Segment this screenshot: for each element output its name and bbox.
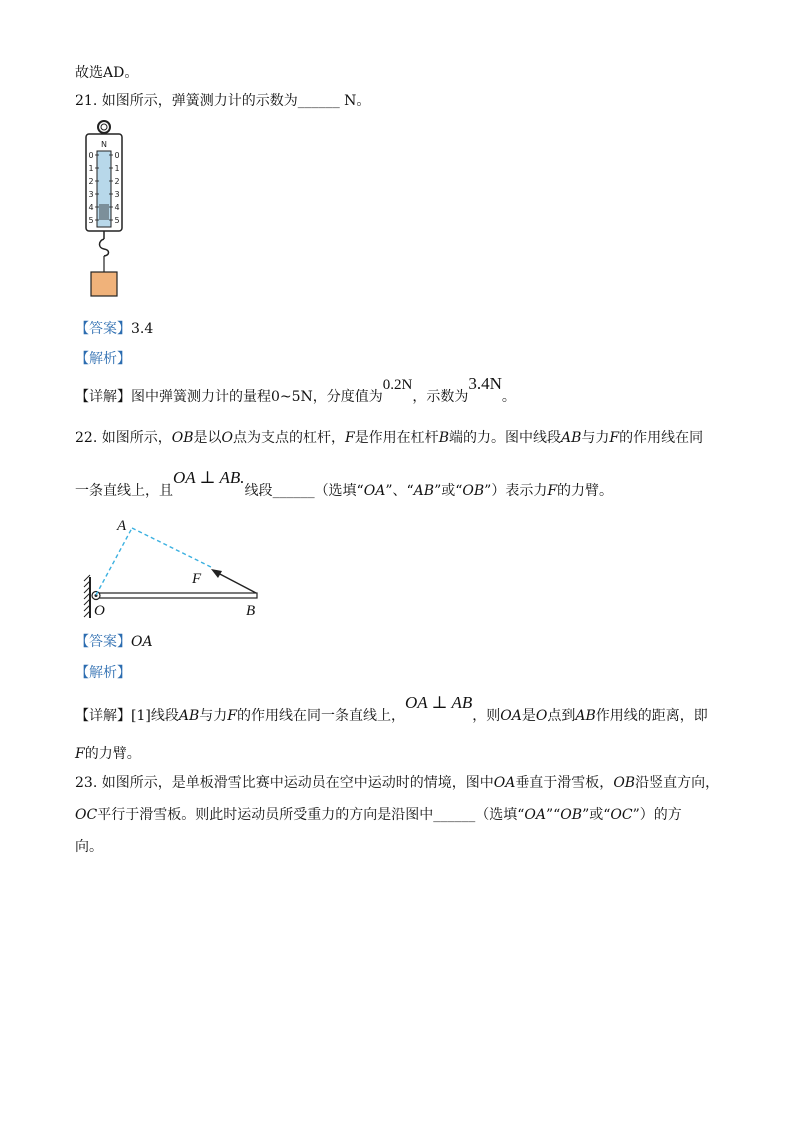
force-arrow	[216, 572, 256, 593]
q22-number: 22.	[75, 430, 98, 446]
q23-number: 23.	[75, 775, 98, 791]
label-O: O	[94, 603, 105, 619]
q22-detail-cont: F的力臂。	[75, 746, 141, 762]
scale-right-label: 5	[114, 216, 120, 225]
label-F: F	[192, 571, 202, 587]
lever-bar	[96, 593, 257, 598]
scale-right-label: 4	[114, 203, 120, 212]
prev-answer-line: 故选AD。	[75, 65, 139, 81]
analysis-tag: 【解析】	[75, 665, 131, 681]
math-expression: OA ⊥ AB.	[173, 468, 245, 487]
answer-tag: 【答案】	[75, 634, 131, 650]
detail-tag: 【详解】	[75, 389, 131, 405]
q21-detail: 【详解】图中弹簧测力计的量程0~5N，分度值为0.2N，示数为3.4N。	[75, 374, 516, 405]
q23-blank[interactable]: ______	[433, 807, 476, 823]
q21-number: 21.	[75, 93, 98, 109]
lever-figure	[80, 515, 270, 620]
label-A: A	[117, 518, 127, 534]
answer-tag: 【答案】	[75, 321, 131, 337]
scale-left-label: 3	[88, 190, 94, 199]
spring-scale-figure	[80, 117, 130, 302]
scale-left-label: 1	[88, 164, 94, 173]
scale-left-label: 5	[88, 216, 94, 225]
scale-right-label: 3	[114, 190, 120, 199]
q21-stem: 21. 如图所示，弹簧测力计的示数为______ N。	[75, 93, 371, 109]
scale-left-label: 0	[88, 151, 94, 160]
scale-unit-label: N	[101, 140, 107, 149]
math-expression: OA ⊥ AB	[404, 693, 473, 712]
scale-left-label: 2	[88, 177, 94, 186]
q23-stem-line2: OC平行于滑雪板。则此时运动员所受重力的方向是沿图中______（选填“OA”“OB”或“OC”）的方	[75, 807, 682, 823]
label-B: B	[246, 603, 256, 619]
q21-blank[interactable]: ______	[297, 93, 340, 109]
q22-stem-line1: 22. 如图所示，OB是以O点为支点的杠杆，F是作用在杠杆B端的力。图中线段AB与力F的作用线在同	[75, 430, 704, 446]
hanging-weight	[91, 272, 117, 296]
q22-answer: 【答案】OA	[75, 634, 153, 650]
q21-answer: 【答案】3.4	[75, 321, 154, 337]
segment-AB	[132, 528, 213, 568]
q21-analysis	[75, 349, 131, 369]
q22-blank[interactable]: ______	[272, 483, 315, 499]
scale-right-label: 2	[114, 177, 120, 186]
q22-analysis	[75, 663, 131, 683]
q23-stem-line3: 向。	[75, 839, 103, 855]
q23-stem-line1: 23. 如图所示，是单板滑雪比赛中运动员在空中运动时的情境，图中OA垂直于滑雪板，OB沿竖直方向，	[75, 775, 720, 791]
analysis-tag: 【解析】	[75, 351, 131, 367]
scale-right-label: 1	[114, 164, 120, 173]
q22-stem-line2: 一条直线上，且OA ⊥ AB.线段______（选填“OA”、“AB”或“OB”）表示力F的力臂。	[75, 468, 614, 499]
scale-left-label: 4	[88, 203, 94, 212]
scale-right-label: 0	[114, 151, 120, 160]
detail-tag: 【详解】	[75, 708, 131, 724]
segment-OA	[96, 528, 132, 595]
q22-detail: 【详解】[1]线段AB与力F的作用线在同一条直线上，OA ⊥ AB，则OA是O点到AB作用线的距离，即	[75, 693, 708, 724]
